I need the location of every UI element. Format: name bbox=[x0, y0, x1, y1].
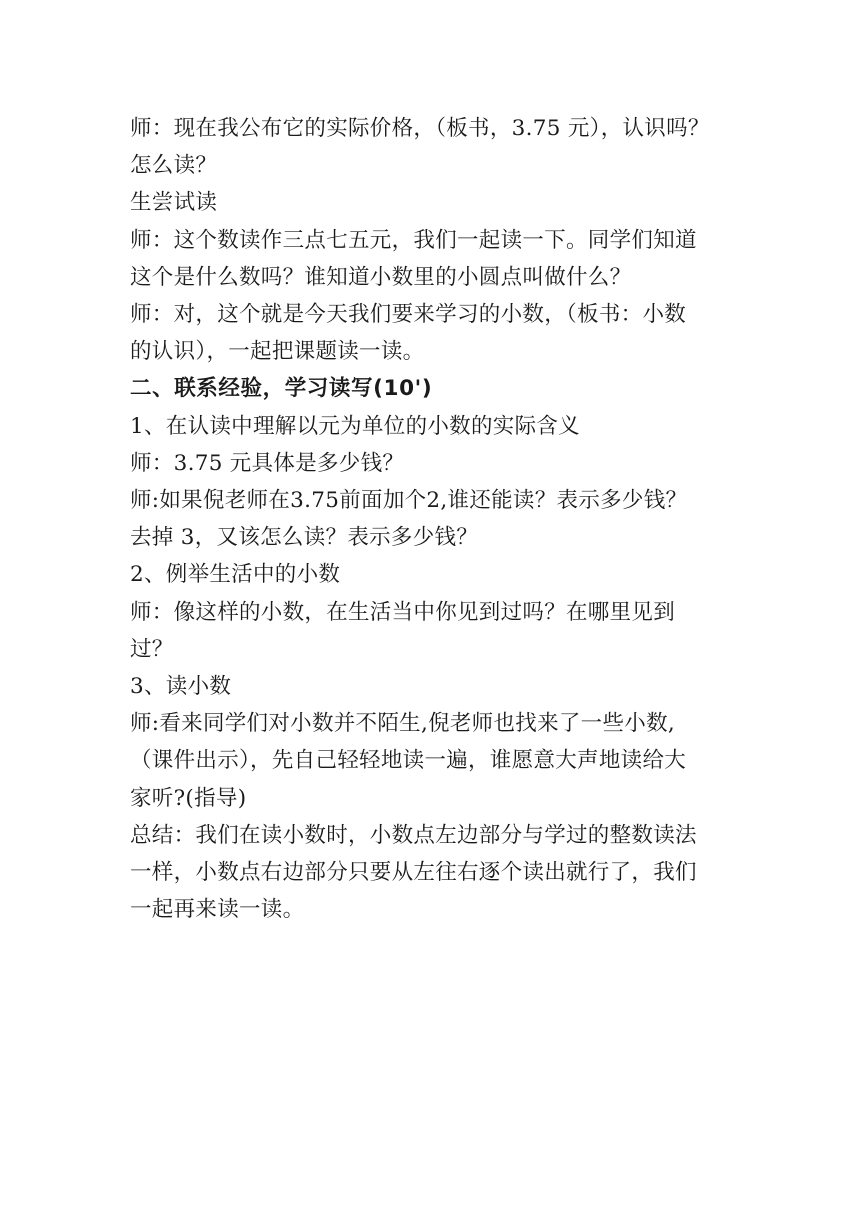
para-teacher-read-cont: 这个是什么数吗？谁知道小数里的小圆点叫做什么？ bbox=[130, 264, 632, 290]
para-teacher-topic-cont: 的认识），一起把课题读一读。 bbox=[130, 339, 425, 365]
para-teacher-read: 师：这个数读作三点七五元，我们一起读一下。同学们知道 bbox=[130, 227, 697, 253]
document-page bbox=[130, 110, 735, 928]
para-summary: 总结：我们在读小数时，小数点左边部分与学过的整数读法 bbox=[130, 822, 697, 848]
step-2-title: 2、例举生活中的小数 bbox=[130, 562, 341, 588]
para-teacher-price-cont: 怎么读？ bbox=[130, 153, 218, 179]
section-heading: 二、联系经验，学习读写(10') bbox=[130, 376, 433, 402]
para-summary-cont: 一样，小数点右边部分只要从左往右逐个读出就行了，我们 bbox=[130, 860, 697, 886]
para-teacher-topic: 师：对，这个就是今天我们要来学习的小数，（板书：小数 bbox=[130, 302, 687, 328]
para-teacher-decimals: 师:看来同学们对小数并不陌生,倪老师也找来了一些小数, bbox=[130, 711, 676, 737]
para-teacher-remove-3: 去掉 3，又该怎么读？表示多少钱？ bbox=[130, 525, 479, 551]
para-teacher-price: 师：现在我公布它的实际价格，（板书，3.75 元），认识吗？ bbox=[130, 116, 710, 141]
para-summary-end: 一起再来读一读。 bbox=[130, 897, 305, 923]
para-student-try: 生尝试读 bbox=[130, 190, 218, 216]
para-teacher-how-much: 师：3.75 元具体是多少钱？ bbox=[130, 450, 405, 476]
step-3-title: 3、读小数 bbox=[130, 674, 232, 700]
para-teacher-decimals-cont: （课件出示），先自己轻轻地读一遍，谁愿意大声地读给大 bbox=[130, 748, 687, 774]
para-teacher-seen: 师：像这样的小数，在生活当中你见到过吗？在哪里见到 bbox=[130, 599, 676, 625]
para-teacher-seen-cont: 过？ bbox=[130, 636, 174, 662]
step-1-title: 1、在认读中理解以元为单位的小数的实际含义 bbox=[130, 413, 580, 439]
para-teacher-add-2: 师:如果倪老师在3.75前面加个2,谁还能读？表示多少钱？ bbox=[130, 488, 688, 514]
para-teacher-decimals-end: 家听?(指导) bbox=[130, 785, 247, 811]
